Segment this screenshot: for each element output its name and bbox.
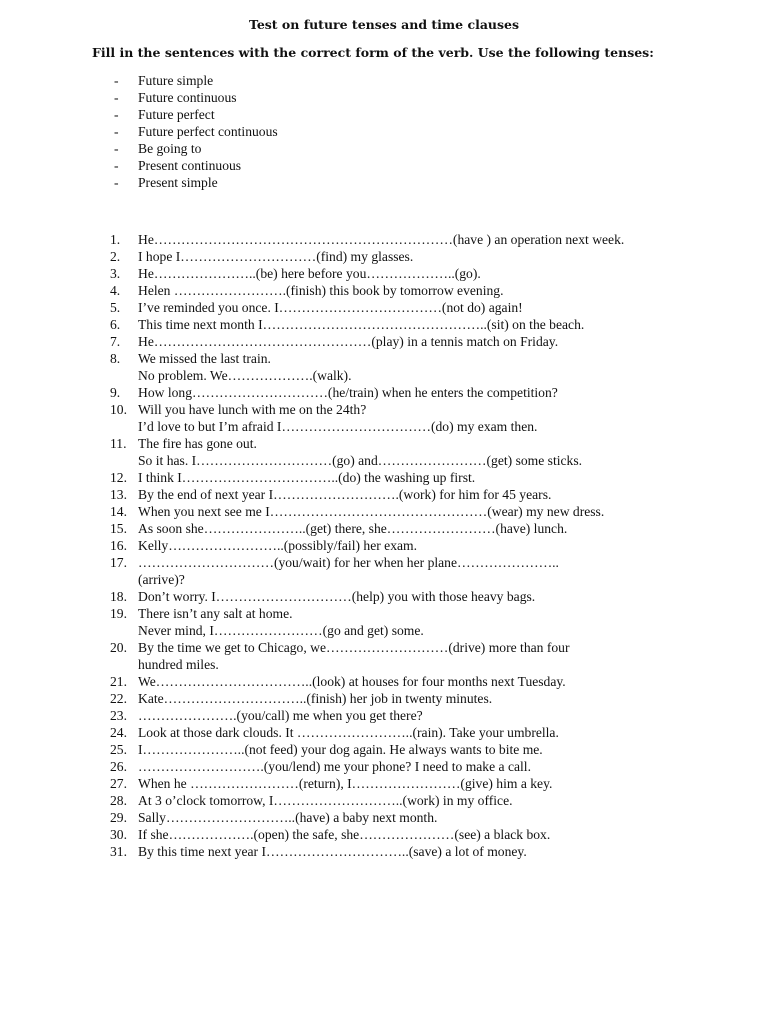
question-text: How long…………………………(he/train) when he enters the competition?	[138, 385, 558, 400]
question-item	[110, 843, 624, 860]
question-line	[110, 418, 624, 435]
question-item	[110, 673, 624, 690]
question-line	[110, 435, 624, 452]
question-line	[110, 605, 624, 622]
question-line	[110, 401, 624, 418]
question-item	[110, 758, 624, 775]
bullet-dash: -	[114, 141, 119, 156]
question-list	[110, 231, 624, 860]
question-number: 14.	[110, 504, 127, 519]
question-text: Kelly……………………..(possibly/fail) her exam.	[138, 538, 418, 553]
question-line	[110, 520, 624, 537]
question-item	[110, 724, 624, 741]
question-item	[110, 639, 624, 673]
question-line	[110, 316, 624, 333]
question-text: Will you have lunch with me on the 24th?	[138, 402, 367, 417]
question-text: Never mind, I……………………(go and get) some.	[138, 623, 424, 638]
question-item	[110, 282, 624, 299]
tense-label: Present continuous	[138, 158, 242, 173]
question-line	[110, 843, 624, 860]
question-line	[110, 792, 624, 809]
question-number: 10.	[110, 402, 127, 417]
question-line	[110, 333, 624, 350]
question-text: ……………………….(you/lend) me your phone? I need to make a call.	[138, 759, 531, 774]
question-number: 25.	[110, 742, 127, 757]
tense-list	[114, 72, 278, 191]
question-item	[110, 350, 624, 384]
question-line	[110, 809, 624, 826]
question-number: 30.	[110, 827, 127, 842]
question-number: 29.	[110, 810, 127, 825]
question-number: 11.	[110, 436, 127, 451]
bullet-dash: -	[114, 158, 119, 173]
question-text: At 3 o’clock tomorrow, I………………………..(work) in my office.	[138, 793, 513, 808]
question-number: 27.	[110, 776, 127, 791]
question-number: 2.	[110, 249, 121, 264]
question-line	[110, 265, 624, 282]
question-number: 20.	[110, 640, 127, 655]
question-text: We……………………………..(look) at houses for four months next Tuesday.	[138, 674, 566, 689]
question-line	[110, 690, 624, 707]
bullet-dash: -	[114, 124, 119, 139]
question-line	[110, 826, 624, 843]
question-text: Helen …………………….(finish) this book by tomorrow evening.	[138, 283, 504, 298]
question-text: No problem. We……………….(walk).	[138, 368, 352, 383]
bullet-dash: -	[114, 175, 119, 190]
question-text: So it has. I…………………………(go) and……………………(get) some sticks.	[138, 453, 583, 468]
question-text: I hope I…………………………(find) my glasses.	[138, 249, 414, 264]
tense-label: Future perfect continuous	[138, 124, 278, 139]
question-number: 1.	[110, 232, 121, 247]
question-number: 24.	[110, 725, 127, 740]
tense-label: Future continuous	[138, 90, 237, 105]
question-line	[110, 571, 624, 588]
question-line	[110, 707, 624, 724]
page-title: Test on future tenses and time clauses	[248, 17, 520, 32]
question-line	[110, 503, 624, 520]
question-number: 16.	[110, 538, 127, 553]
question-item	[110, 588, 624, 605]
question-number: 7.	[110, 334, 121, 349]
question-line	[110, 741, 624, 758]
question-line	[110, 758, 624, 775]
question-item	[110, 231, 624, 248]
question-number: 23.	[110, 708, 127, 723]
question-line	[110, 231, 624, 248]
question-item	[110, 469, 624, 486]
question-text: I’d love to but I’m afraid I……………………………(do) my exam then.	[138, 419, 538, 434]
question-line	[110, 299, 624, 316]
question-line	[110, 282, 624, 299]
tense-item	[114, 123, 278, 140]
question-text: When he ……………………(return), I……………………(give) him a key.	[138, 776, 553, 791]
question-item	[110, 316, 624, 333]
question-item	[110, 775, 624, 792]
question-number: 9.	[110, 385, 121, 400]
question-item	[110, 486, 624, 503]
question-text: Kate…………………………..(finish) her job in twenty minutes.	[138, 691, 493, 706]
question-number: 4.	[110, 283, 121, 298]
question-line	[110, 537, 624, 554]
bullet-dash: -	[114, 107, 119, 122]
question-item	[110, 333, 624, 350]
question-number: 26.	[110, 759, 127, 774]
question-line	[110, 775, 624, 792]
question-line	[110, 469, 624, 486]
question-line	[110, 673, 624, 690]
question-text: There isn’t any salt at home.	[138, 606, 293, 621]
tense-label: Future simple	[138, 73, 214, 88]
tense-item	[114, 157, 278, 174]
question-number: 18.	[110, 589, 127, 604]
question-text: Look at those dark clouds. It ……………………..(rain). Take your umbrella.	[138, 725, 559, 740]
question-item	[110, 248, 624, 265]
tense-item	[114, 89, 278, 106]
question-text: hundred miles.	[138, 657, 219, 672]
question-line	[110, 486, 624, 503]
bullet-dash: -	[114, 73, 119, 88]
question-number: 21.	[110, 674, 127, 689]
question-text: I’ve reminded you once. I………………………………(not do) again!	[138, 300, 523, 315]
question-text: He…………………………………………………………(have ) an operation next week.	[138, 232, 625, 247]
question-item	[110, 809, 624, 826]
question-text: By this time next year I…………………………..(save) a lot of money.	[138, 844, 527, 859]
question-line	[110, 639, 624, 656]
question-text: I think I……………………………..(do) the washing up first.	[138, 470, 476, 485]
question-line	[110, 554, 624, 571]
question-text: …………………………(you/wait) for her when her plane…………………..	[138, 555, 559, 570]
bullet-dash: -	[114, 90, 119, 105]
question-text: Don’t worry. I…………………………(help) you with those heavy bags.	[138, 589, 536, 604]
question-item	[110, 707, 624, 724]
question-item	[110, 554, 624, 588]
question-text: When you next see me I…………………………………………(wear) my new dress.	[138, 504, 605, 519]
question-text: The fire has gone out.	[138, 436, 257, 451]
question-line	[110, 656, 624, 673]
question-line	[110, 384, 624, 401]
question-line	[110, 452, 624, 469]
question-item	[110, 826, 624, 843]
question-item	[110, 299, 624, 316]
question-item	[110, 435, 624, 469]
tense-item	[114, 72, 278, 89]
question-number: 5.	[110, 300, 121, 315]
question-item	[110, 265, 624, 282]
question-number: 8.	[110, 351, 121, 366]
question-text: I…………………..(not feed) your dog again. He always wants to bite me.	[138, 742, 543, 757]
instruction-text: Fill in the sentences with the correct form of the verb. Use the following tenses:	[92, 45, 654, 60]
question-text: By the time we get to Chicago, we………………………(drive) more than four	[138, 640, 570, 655]
question-text: He…………………………………………(play) in a tennis match on Friday.	[138, 334, 559, 349]
question-item	[110, 605, 624, 639]
question-number: 6.	[110, 317, 121, 332]
question-number: 19.	[110, 606, 127, 621]
question-number: 17.	[110, 555, 127, 570]
question-number: 31.	[110, 844, 127, 859]
question-text: We missed the last train.	[138, 351, 271, 366]
question-item	[110, 520, 624, 537]
tense-item	[114, 174, 278, 191]
question-number: 22.	[110, 691, 127, 706]
question-line	[110, 588, 624, 605]
tense-item	[114, 106, 278, 123]
question-line	[110, 248, 624, 265]
question-line	[110, 350, 624, 367]
question-text: He…………………..(be) here before you………………..(go).	[138, 266, 481, 281]
tense-label: Future perfect	[138, 107, 215, 122]
question-item	[110, 384, 624, 401]
question-item	[110, 792, 624, 809]
tense-item	[114, 140, 278, 157]
question-line	[110, 622, 624, 639]
question-text: ………………….(you/call) me when you get there?	[138, 708, 423, 723]
question-text: If she……………….(open) the safe, she…………………(see) a black box.	[138, 827, 551, 842]
tense-label: Be going to	[138, 141, 202, 156]
question-text: (arrive)?	[138, 572, 185, 587]
question-item	[110, 537, 624, 554]
question-text: Sally………………………..(have) a baby next month.	[138, 810, 438, 825]
question-item	[110, 503, 624, 520]
question-number: 13.	[110, 487, 127, 502]
question-item	[110, 401, 624, 435]
question-number: 28.	[110, 793, 127, 808]
question-line	[110, 367, 624, 384]
question-line	[110, 724, 624, 741]
question-text: By the end of next year I……………………….(work) for him for 45 years.	[138, 487, 552, 502]
question-item	[110, 690, 624, 707]
question-text: This time next month I…………………………………………..(sit) on the beach.	[138, 317, 585, 332]
question-number: 12.	[110, 470, 127, 485]
question-text: As soon she…………………..(get) there, she……………………(have) lunch.	[138, 521, 568, 536]
question-item	[110, 741, 624, 758]
question-number: 15.	[110, 521, 127, 536]
tense-label: Present simple	[138, 175, 218, 190]
question-number: 3.	[110, 266, 121, 281]
